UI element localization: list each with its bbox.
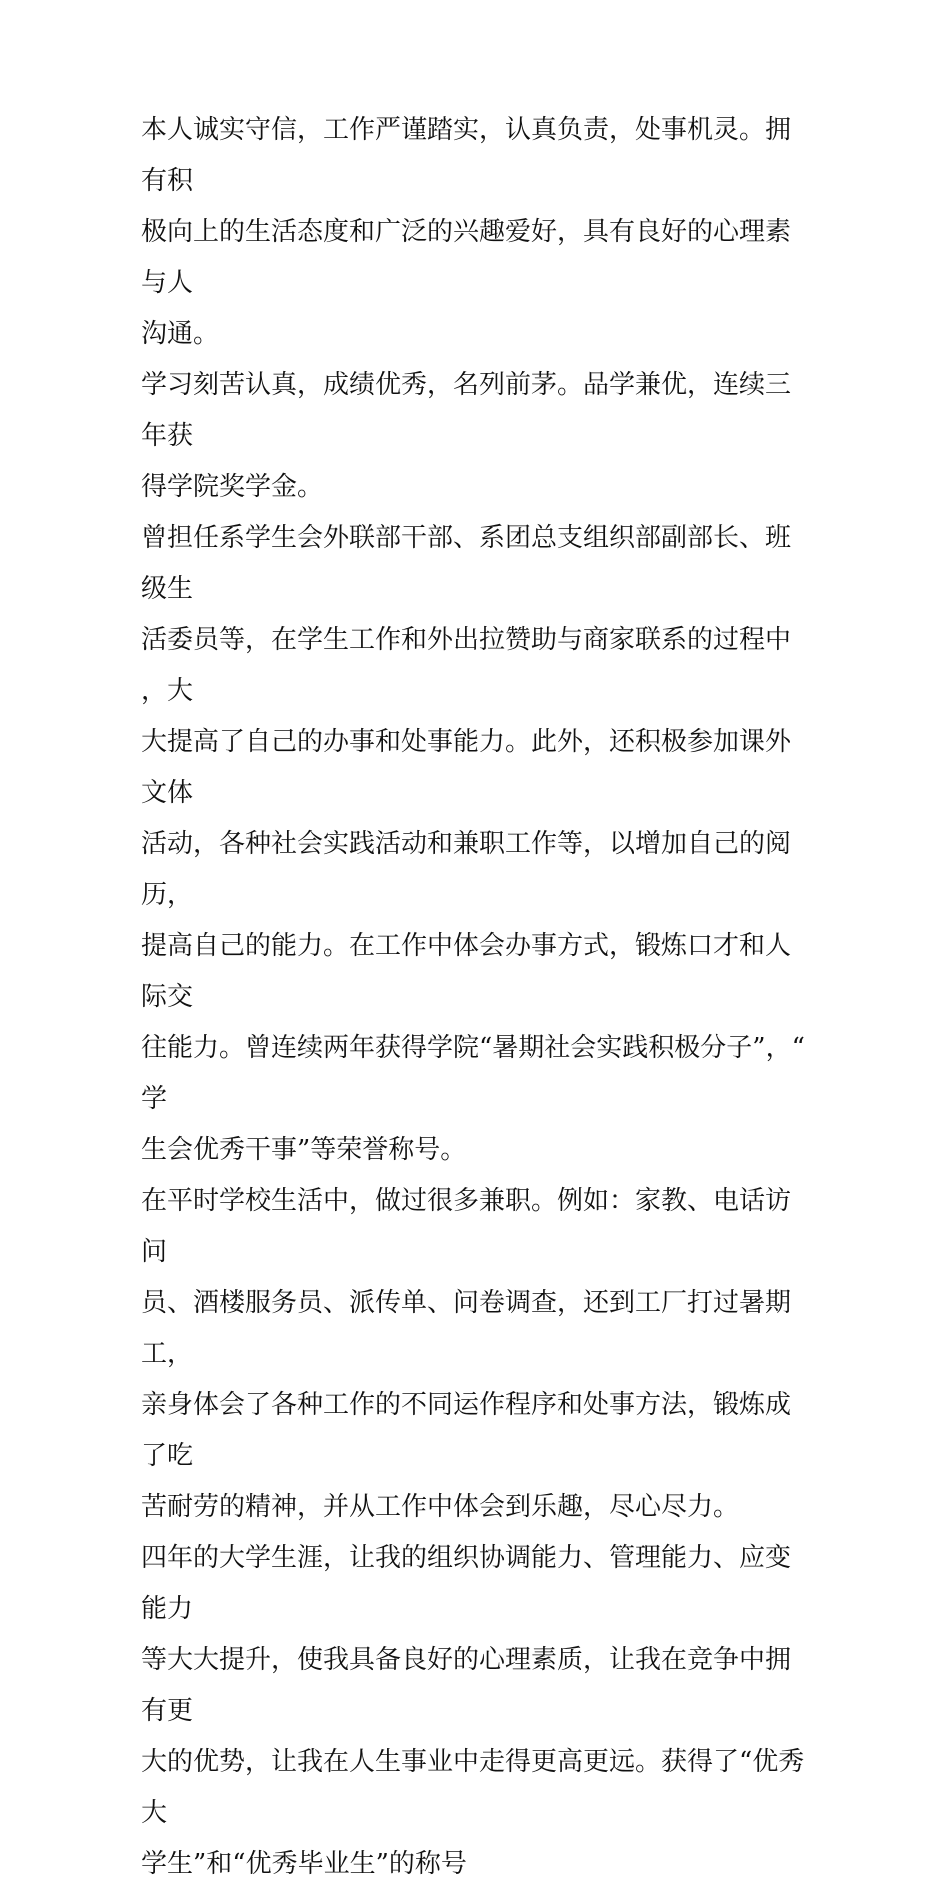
text-line: 活动，各种社会实践活动和兼职工作等，以增加自己的阅历， xyxy=(141,829,792,910)
text-line: 沟通。 xyxy=(141,319,220,349)
text-line: 大提高了自己的办事和处事能力。此外，还积极参加课外文体 xyxy=(141,727,792,808)
paragraph-student-union xyxy=(141,513,811,1176)
text-line: 曾担任系学生会外联部干部、系团总支组织部副部长、班级生 xyxy=(141,523,792,604)
paragraph-personality xyxy=(141,105,811,360)
document-body xyxy=(141,105,811,1890)
text-line: 学生”和“优秀毕业生”的称号 xyxy=(141,1849,467,1879)
text-line: 亲身体会了各种工作的不同运作程序和处事方法，锻炼成了吃 xyxy=(141,1390,792,1471)
paragraph-part-time xyxy=(141,1176,811,1533)
text-line: 大的优势，让我在人生事业中走得更高更远。获得了“优秀大 xyxy=(141,1747,805,1828)
text-line: 极向上的生活态度和广泛的兴趣爱好，具有良好的心理素与人 xyxy=(141,217,792,298)
text-line: 四年的大学生涯，让我的组织协调能力、管理能力、应变能力 xyxy=(141,1543,792,1624)
paragraph-summary xyxy=(141,1533,811,1890)
text-line: 在平时学校生活中，做过很多兼职。例如：家教、电话访问 xyxy=(141,1186,792,1267)
text-line: 本人诚实守信，工作严谨踏实，认真负责，处事机灵。拥有积 xyxy=(141,115,792,196)
text-line: 生会优秀干事”等荣誉称号。 xyxy=(141,1135,467,1165)
text-line: 提高自己的能力。在工作中体会办事方式，锻炼口才和人际交 xyxy=(141,931,792,1012)
paragraph-study xyxy=(141,360,811,513)
text-line: 苦耐劳的精神，并从工作中体会到乐趣，尽心尽力。 xyxy=(141,1492,740,1522)
text-line: 学习刻苦认真，成绩优秀，名列前茅。品学兼优，连续三年获 xyxy=(141,370,792,451)
text-line: 员、酒楼服务员、派传单、问卷调查，还到工厂打过暑期工， xyxy=(141,1288,792,1369)
text-line: 得学院奖学金。 xyxy=(141,472,324,502)
text-line: 等大大提升，使我具备良好的心理素质，让我在竞争中拥有更 xyxy=(141,1645,792,1726)
text-line: 活委员等，在学生工作和外出拉赞助与商家联系的过程中，大 xyxy=(141,625,792,706)
text-line: 往能力。曾连续两年获得学院“暑期社会实践积极分子”，“学 xyxy=(141,1033,805,1114)
